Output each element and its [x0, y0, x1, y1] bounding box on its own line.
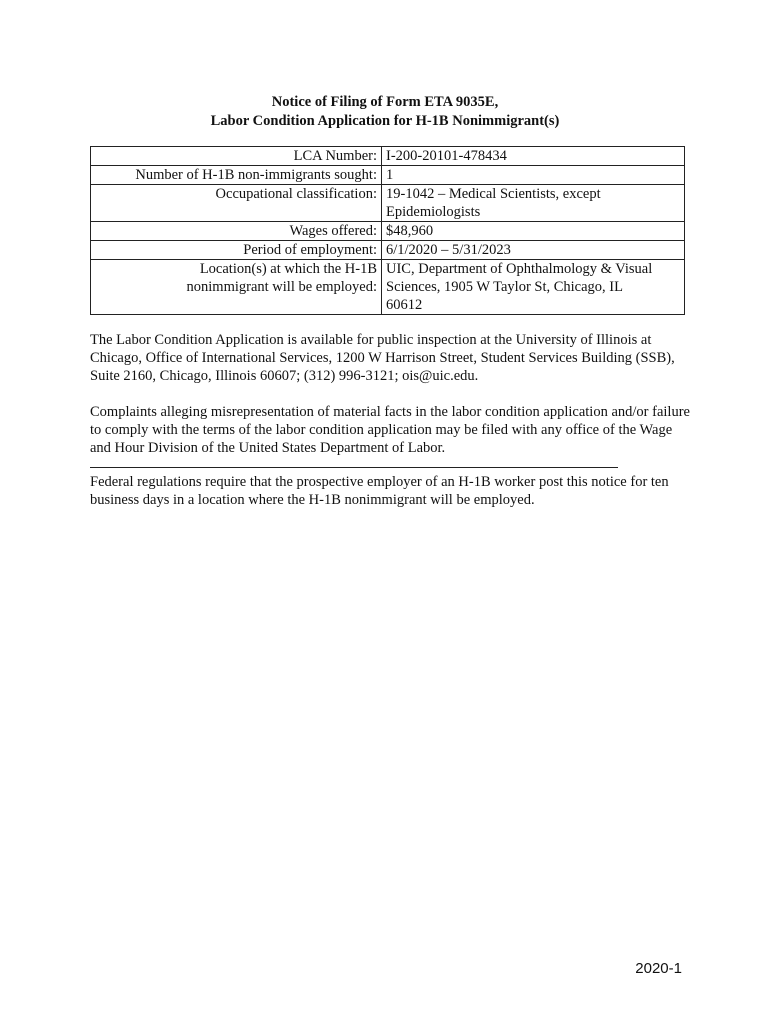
occupational-classification-value: 19-1042 – Medical Scientists, except Epidemiologists — [382, 185, 685, 222]
table-row-number-sought — [91, 166, 685, 185]
table-row-location — [91, 260, 685, 315]
wages-label: Wages offered: — [91, 222, 382, 241]
divider-line — [90, 467, 618, 468]
table-row-period — [91, 241, 685, 260]
wages-value: $48,960 — [382, 222, 685, 241]
lca-number-value: I-200-20101-478434 — [382, 147, 685, 166]
location-label: Location(s) at which the H-1B nonimmigrant will be employed: — [91, 260, 382, 315]
period-value: 6/1/2020 – 5/31/2023 — [382, 241, 685, 260]
lca-number-label: LCA Number: — [91, 147, 382, 166]
document-title — [0, 93, 770, 131]
page-number: 2020-1 — [635, 960, 682, 977]
table-row-occupational-classification — [91, 185, 685, 222]
availability-paragraph: The Labor Condition Application is available for public inspection at the University of Illinois at Chicago, Office of International Services, 1200 W Harrison Street, Student Services Building (SSB), Suite 2160, Chicago, Illinois 60607; (312) 996-3121; ois@uic.edu. — [90, 332, 675, 384]
occupational-classification-label: Occupational classification: — [91, 185, 382, 222]
table-row-lca-number — [91, 147, 685, 166]
table-row-wages — [91, 222, 685, 241]
complaints-paragraph: Complaints alleging misrepresentation of material facts in the labor condition application and/or failure to comply with the terms of the labor condition application may be filed with any office of the Wage and Hour Division of the United States Department of Labor. — [90, 404, 690, 456]
title-line-2: Labor Condition Application for H-1B Nonimmigrant(s) — [210, 113, 560, 129]
period-label: Period of employment: — [91, 241, 382, 260]
number-sought-value: 1 — [382, 166, 685, 185]
location-value: UIC, Department of Ophthalmology & Visual Sciences, 1905 W Taylor St, Chicago, IL 60612 — [382, 260, 685, 315]
title-line-1: Notice of Filing of Form ETA 9035E, — [271, 94, 499, 110]
number-sought-label: Number of H-1B non-immigrants sought: — [91, 166, 382, 185]
posting-requirement-paragraph: Federal regulations require that the prospective employer of an H-1B worker post this notice for ten business days in a location where the H-1B nonimmigrant will be employed. — [90, 474, 669, 508]
lca-details-table — [90, 146, 685, 315]
